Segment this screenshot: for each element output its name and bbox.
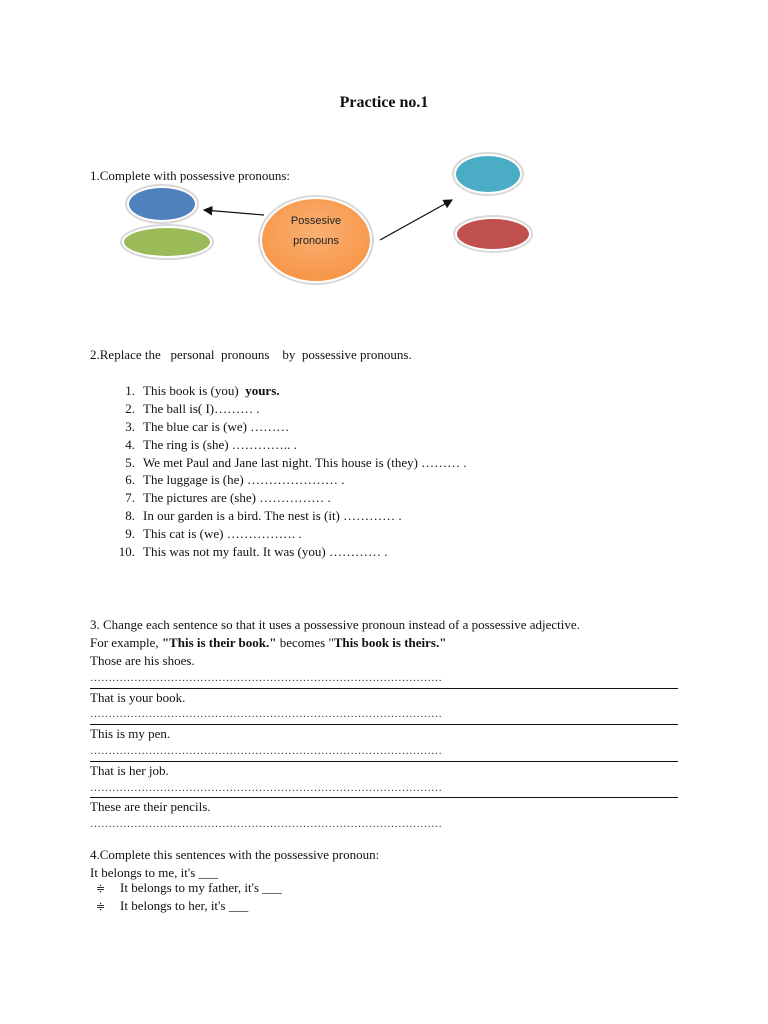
item-text: This book is (you) (143, 383, 246, 398)
item-answer: yours. (245, 383, 280, 398)
item-number: 5. (125, 454, 135, 470)
exercise-sentence: That is her job. (90, 762, 169, 778)
item-text: This was not my fault. It was (you) ………… . (143, 544, 388, 560)
blue-ellipse-fill (129, 188, 195, 220)
item-text: The luggage is (he) ………………… . (143, 472, 345, 488)
answer-line[interactable]: …………………………………………………………………………………… (90, 670, 678, 689)
item-text: The blue car is (we) ……… (143, 418, 290, 434)
list-item (110, 454, 467, 472)
bullet-icon: ≑ (96, 901, 106, 913)
item-number: 4. (125, 436, 135, 452)
item-number: 7. (125, 490, 135, 506)
answer-line[interactable]: …………………………………………………………………………………… (90, 706, 678, 725)
exercise-sentence: Those are his shoes. (90, 653, 195, 668)
item-number: 3. (125, 418, 135, 434)
list-item (110, 382, 467, 400)
question-3-example (90, 634, 580, 652)
item-number: 1. (125, 383, 135, 398)
example-mid: becomes " (276, 634, 334, 650)
center-label-line1: Possesive (290, 215, 342, 227)
question-4-instruction: 4.Complete this sentences with the possessive pronoun: (90, 847, 380, 862)
item-text: The pictures are (she) …………… . (143, 490, 331, 506)
question-4-block (90, 846, 379, 882)
list-item (110, 525, 467, 543)
green-ellipse-fill (124, 228, 210, 256)
example-prefix: For example, (90, 634, 162, 650)
answer-line[interactable]: …………………………………………………………………………………… (90, 780, 678, 799)
list-item (110, 418, 467, 436)
example-answer: This book is theirs." (333, 634, 447, 650)
question-1-instruction: 1.Complete with possessive pronouns: (90, 168, 291, 183)
bullet-icon: ≑ (96, 883, 106, 895)
example-sentence: "This is their book." (161, 634, 277, 650)
list-item (110, 543, 467, 561)
answer-line[interactable]: …………………………………………………………………………………… (90, 818, 442, 831)
bullet-item (96, 898, 248, 914)
exercise-sentence: This is my pen. (90, 726, 171, 742)
item-number: 10. (118, 544, 135, 560)
question-2-list (110, 382, 467, 561)
item-text: We met Paul and Jane last night. This house is (they) ……… . (143, 454, 467, 470)
possessive-pronouns-diagram (112, 148, 542, 288)
exercise-sentence: These are their pencils. (90, 799, 211, 815)
list-item (110, 489, 467, 507)
arrow-right (380, 200, 452, 240)
list-item (110, 507, 467, 525)
question-2-instruction: 2.Replace the personal pronouns by possessive pronouns. (90, 347, 412, 362)
exercise-sentence: That is your book. (90, 689, 186, 705)
item-text: This cat is (we) ……………. . (143, 526, 302, 542)
item-number: 6. (125, 472, 135, 488)
bullet-item (96, 880, 282, 896)
item-text: In our garden is a bird. The nest is (it) ………… . (143, 508, 402, 524)
answer-line[interactable]: …………………………………………………………………………………… (90, 743, 678, 762)
question-3-block (90, 616, 580, 651)
item-number: 9. (125, 526, 135, 542)
bullet-text: It belongs to my father, it's ___ (120, 880, 282, 895)
item-text: The ball is( I)……… . (143, 400, 260, 416)
item-number: 8. (125, 508, 135, 524)
center-label-line2: pronouns (293, 235, 339, 247)
list-item (110, 436, 467, 454)
teal-ellipse-fill (456, 156, 520, 192)
list-item (110, 471, 467, 489)
red-ellipse-fill (457, 219, 529, 249)
arrow-left (204, 210, 264, 215)
bullet-text: It belongs to her, it's ___ (120, 898, 249, 913)
item-text: The ring is (she) ………….. . (143, 436, 297, 452)
item-number: 2. (125, 400, 135, 416)
page-title: Practice no.1 (339, 94, 429, 111)
question-3-instruction: 3. Change each sentence so that it uses a possessive pronoun instead of a possessive adjective. (90, 617, 580, 632)
question-3-exercises (90, 652, 678, 834)
list-item (110, 400, 467, 418)
question-4-example: It belongs to me, it's ___ (90, 865, 219, 880)
